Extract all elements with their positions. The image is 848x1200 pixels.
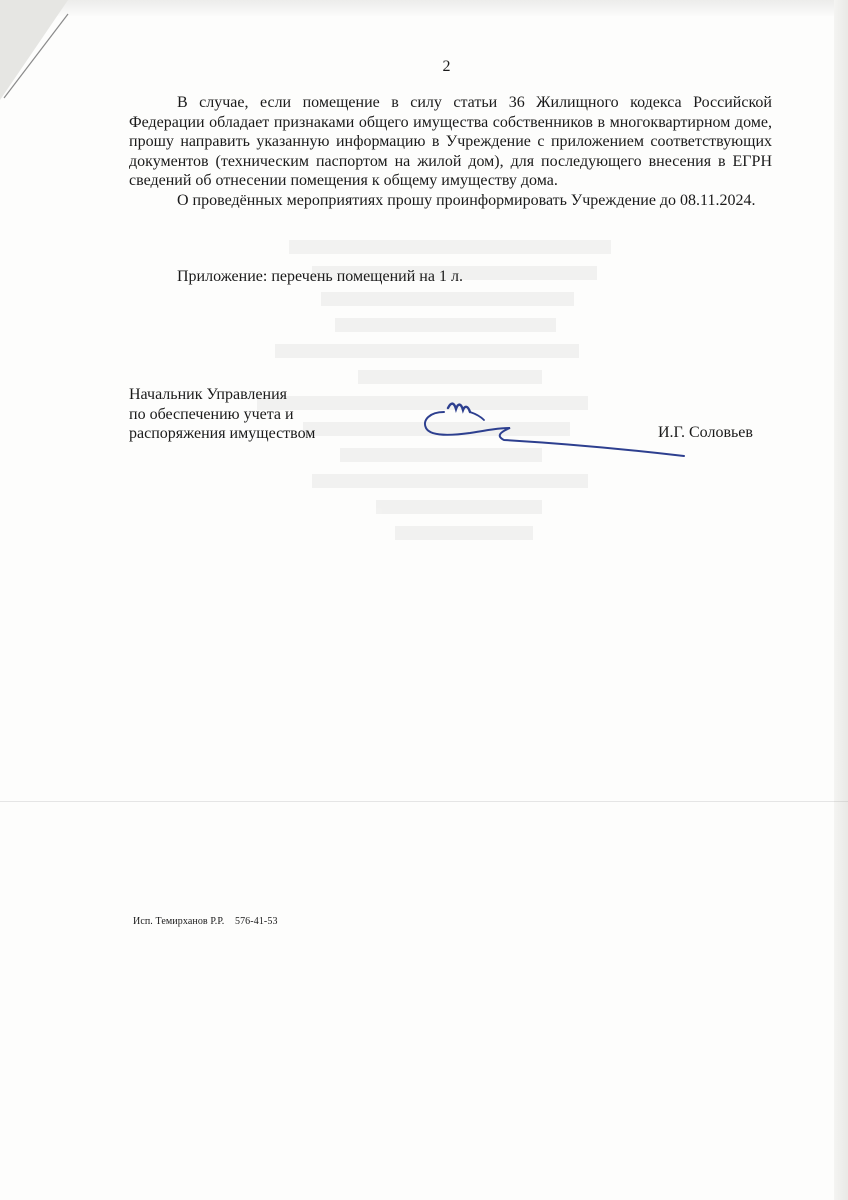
attachment-note: Приложение: перечень помещений на 1 л. bbox=[177, 268, 463, 285]
executor-name: Исп. Темирханов Р.Р. bbox=[133, 916, 225, 927]
page-number: 2 bbox=[442, 58, 451, 75]
executor-phone: 576-41-53 bbox=[234, 916, 278, 927]
body-paragraph-request: В случае, если помещение в силу статьи 36 Жилищного кодекса Российской Федерации обладает признаками общего имущества собственников в многоквартирном доме, прошу направить указанную информацию в Учреждение с приложением соответствующих документов (техническим паспортом на жилой дом), для последующего внесения в ЕГРН сведений об отнесении помещения к общему имуществу дома. bbox=[129, 94, 772, 189]
folded-corner bbox=[0, 0, 80, 110]
signatory-title-line: Начальник Управления bbox=[129, 386, 287, 403]
signer-name: И.Г. Соловьев bbox=[658, 424, 753, 441]
scan-right-edge bbox=[834, 0, 848, 1200]
letter-body bbox=[129, 93, 772, 210]
executor-line bbox=[133, 916, 278, 927]
paper-fold-line bbox=[0, 801, 848, 802]
signatory-title-line: по обеспечению учета и bbox=[129, 405, 294, 423]
body-paragraph-deadline: О проведённых мероприятиях прошу проинформировать Учреждение до 08.11.2024. bbox=[177, 191, 756, 209]
scan-top-edge bbox=[0, 0, 848, 16]
signatory-title bbox=[129, 385, 315, 444]
signatory-title-line: распоряжения имуществом bbox=[129, 425, 316, 442]
handwritten-signature bbox=[418, 400, 693, 465]
